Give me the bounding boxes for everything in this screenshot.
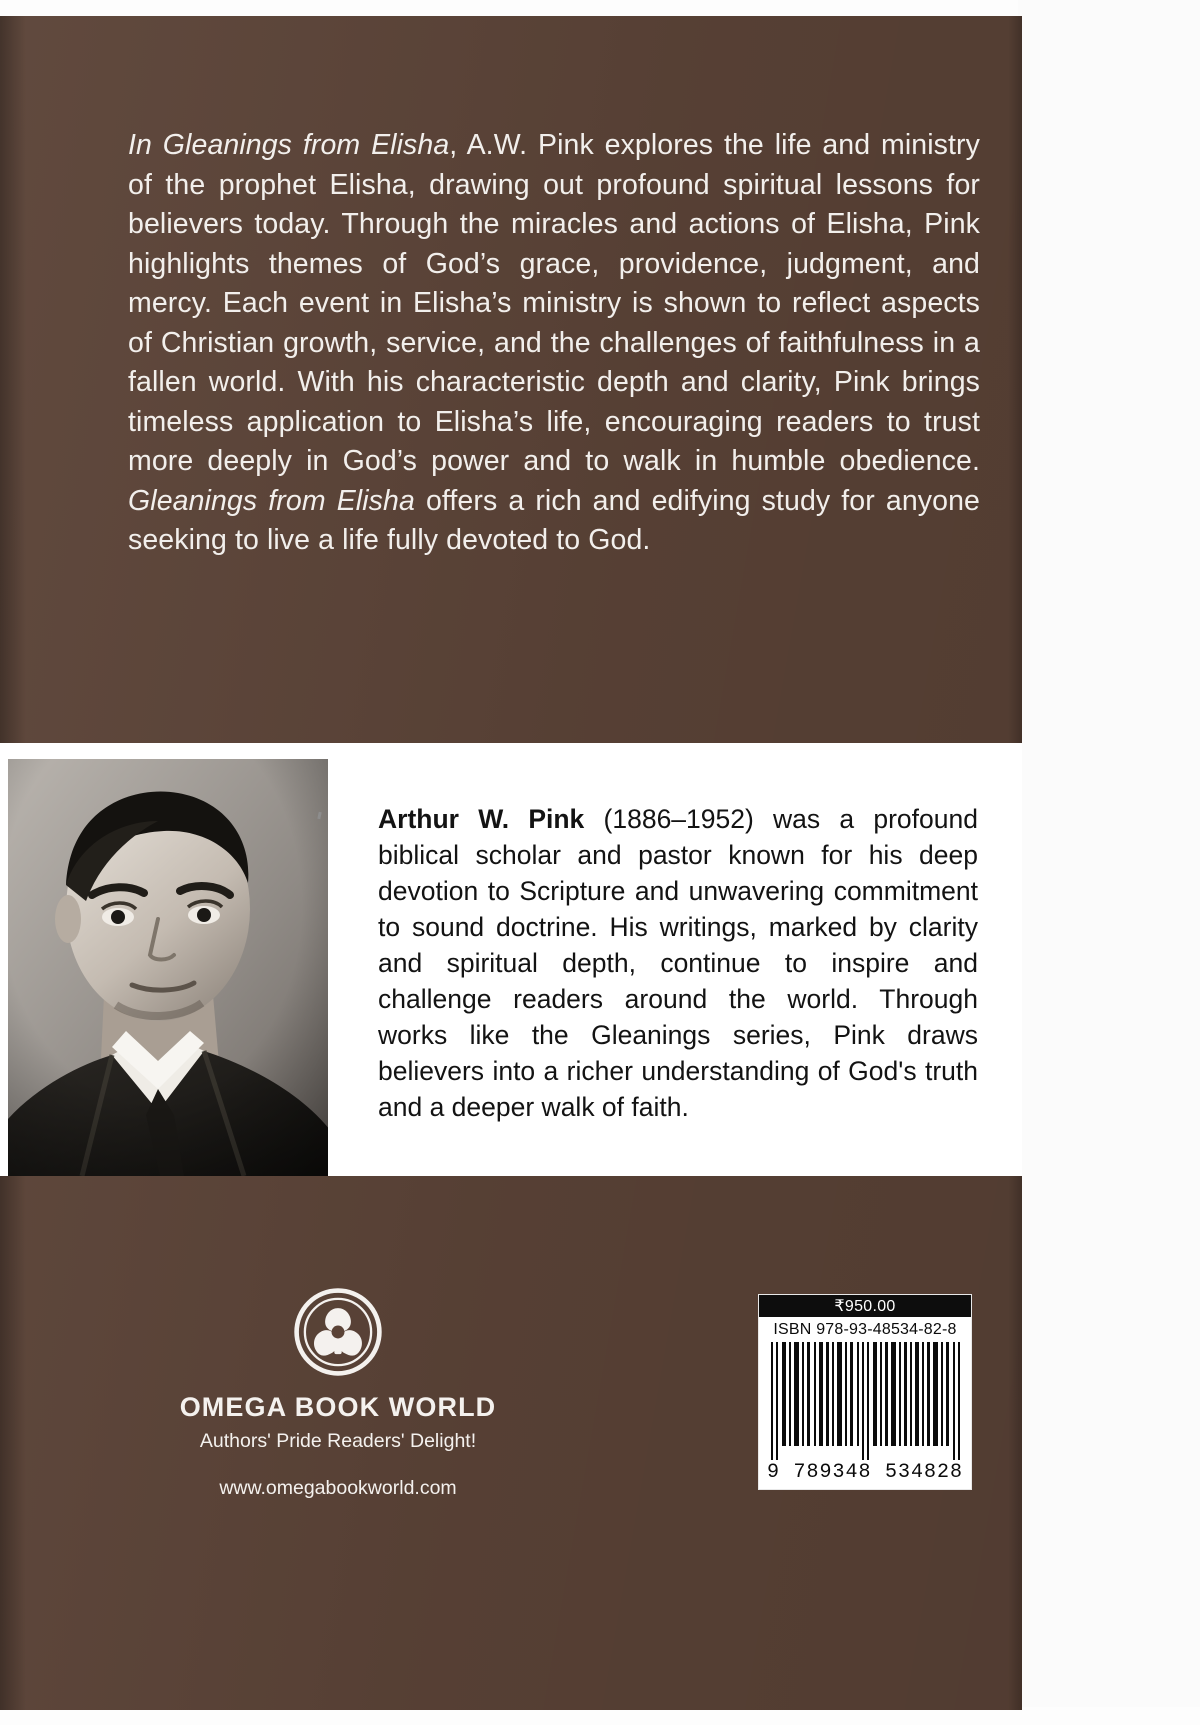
omega-book-world-logo-icon: [292, 1286, 384, 1378]
publisher-tagline: Authors' Pride Readers' Delight!: [199, 1430, 477, 1452]
publisher-website[interactable]: www.omegabookworld.com: [219, 1477, 457, 1499]
book-description: [128, 126, 980, 561]
publisher-block: [128, 1286, 548, 1500]
blurb-title-italic-1: In Gleanings from Elisha: [128, 129, 450, 161]
isbn-text: ISBN 978-93-48534-82-8: [773, 1321, 957, 1338]
author-panel: [0, 743, 1022, 1176]
scan-edge-right: [1018, 0, 1200, 1725]
blurb-body-1: , A.W. Pink explores the life and ministry of the prophet Elisha, drawing out profound spiritual lessons for believers today. Through the miracles and actions of Elisha, Pink highlights themes of God’s grace, providence, judgment, and mercy. Each event in Elisha’s ministry is shown to reflect aspects of Christian growth, service, and the challenges of faithfulness in a fallen world. With his characteristic depth and clarity, Pink brings timeless application to Elisha’s life, encouraging readers to trust more deeply in God’s power and to walk in humble obedience.: [128, 129, 980, 477]
price-text: ₹950.00: [834, 1298, 896, 1315]
barcode-digit-left: 9: [767, 1461, 781, 1484]
author-bio: [378, 801, 978, 1125]
blurb-body-2: offers a rich and edifying study for anyone seeking to live a life fully devoted to God.: [128, 484, 980, 556]
price-bar: [759, 1295, 971, 1317]
author-bio-text: (1886–1952) was a profound biblical scholar and pastor known for his deep devotion to Scripture and unwavering commitment to sound doctrine. His writings, marked by clarity and spiritual depth, continue to inspire and challenge readers around the world. Through works like the Gleanings series, Pink draws believers into a richer understanding of God's truth and a deeper walk of faith.: [378, 804, 978, 1122]
barcode-digits: [759, 1460, 971, 1489]
barcode-block: [758, 1294, 972, 1490]
barcode-digits-right: 534828: [884, 1461, 963, 1484]
publisher-name: OMEGA BOOK WORLD: [179, 1392, 497, 1422]
barcode-bars: [759, 1342, 971, 1460]
cover-background: [0, 16, 1022, 1710]
author-name: Arthur W. Pink: [378, 804, 585, 834]
blurb-title-italic-2: Gleanings from Elisha: [128, 484, 415, 517]
author-photo: [8, 759, 328, 1176]
barcode-digits-main: 789348: [793, 1461, 872, 1484]
